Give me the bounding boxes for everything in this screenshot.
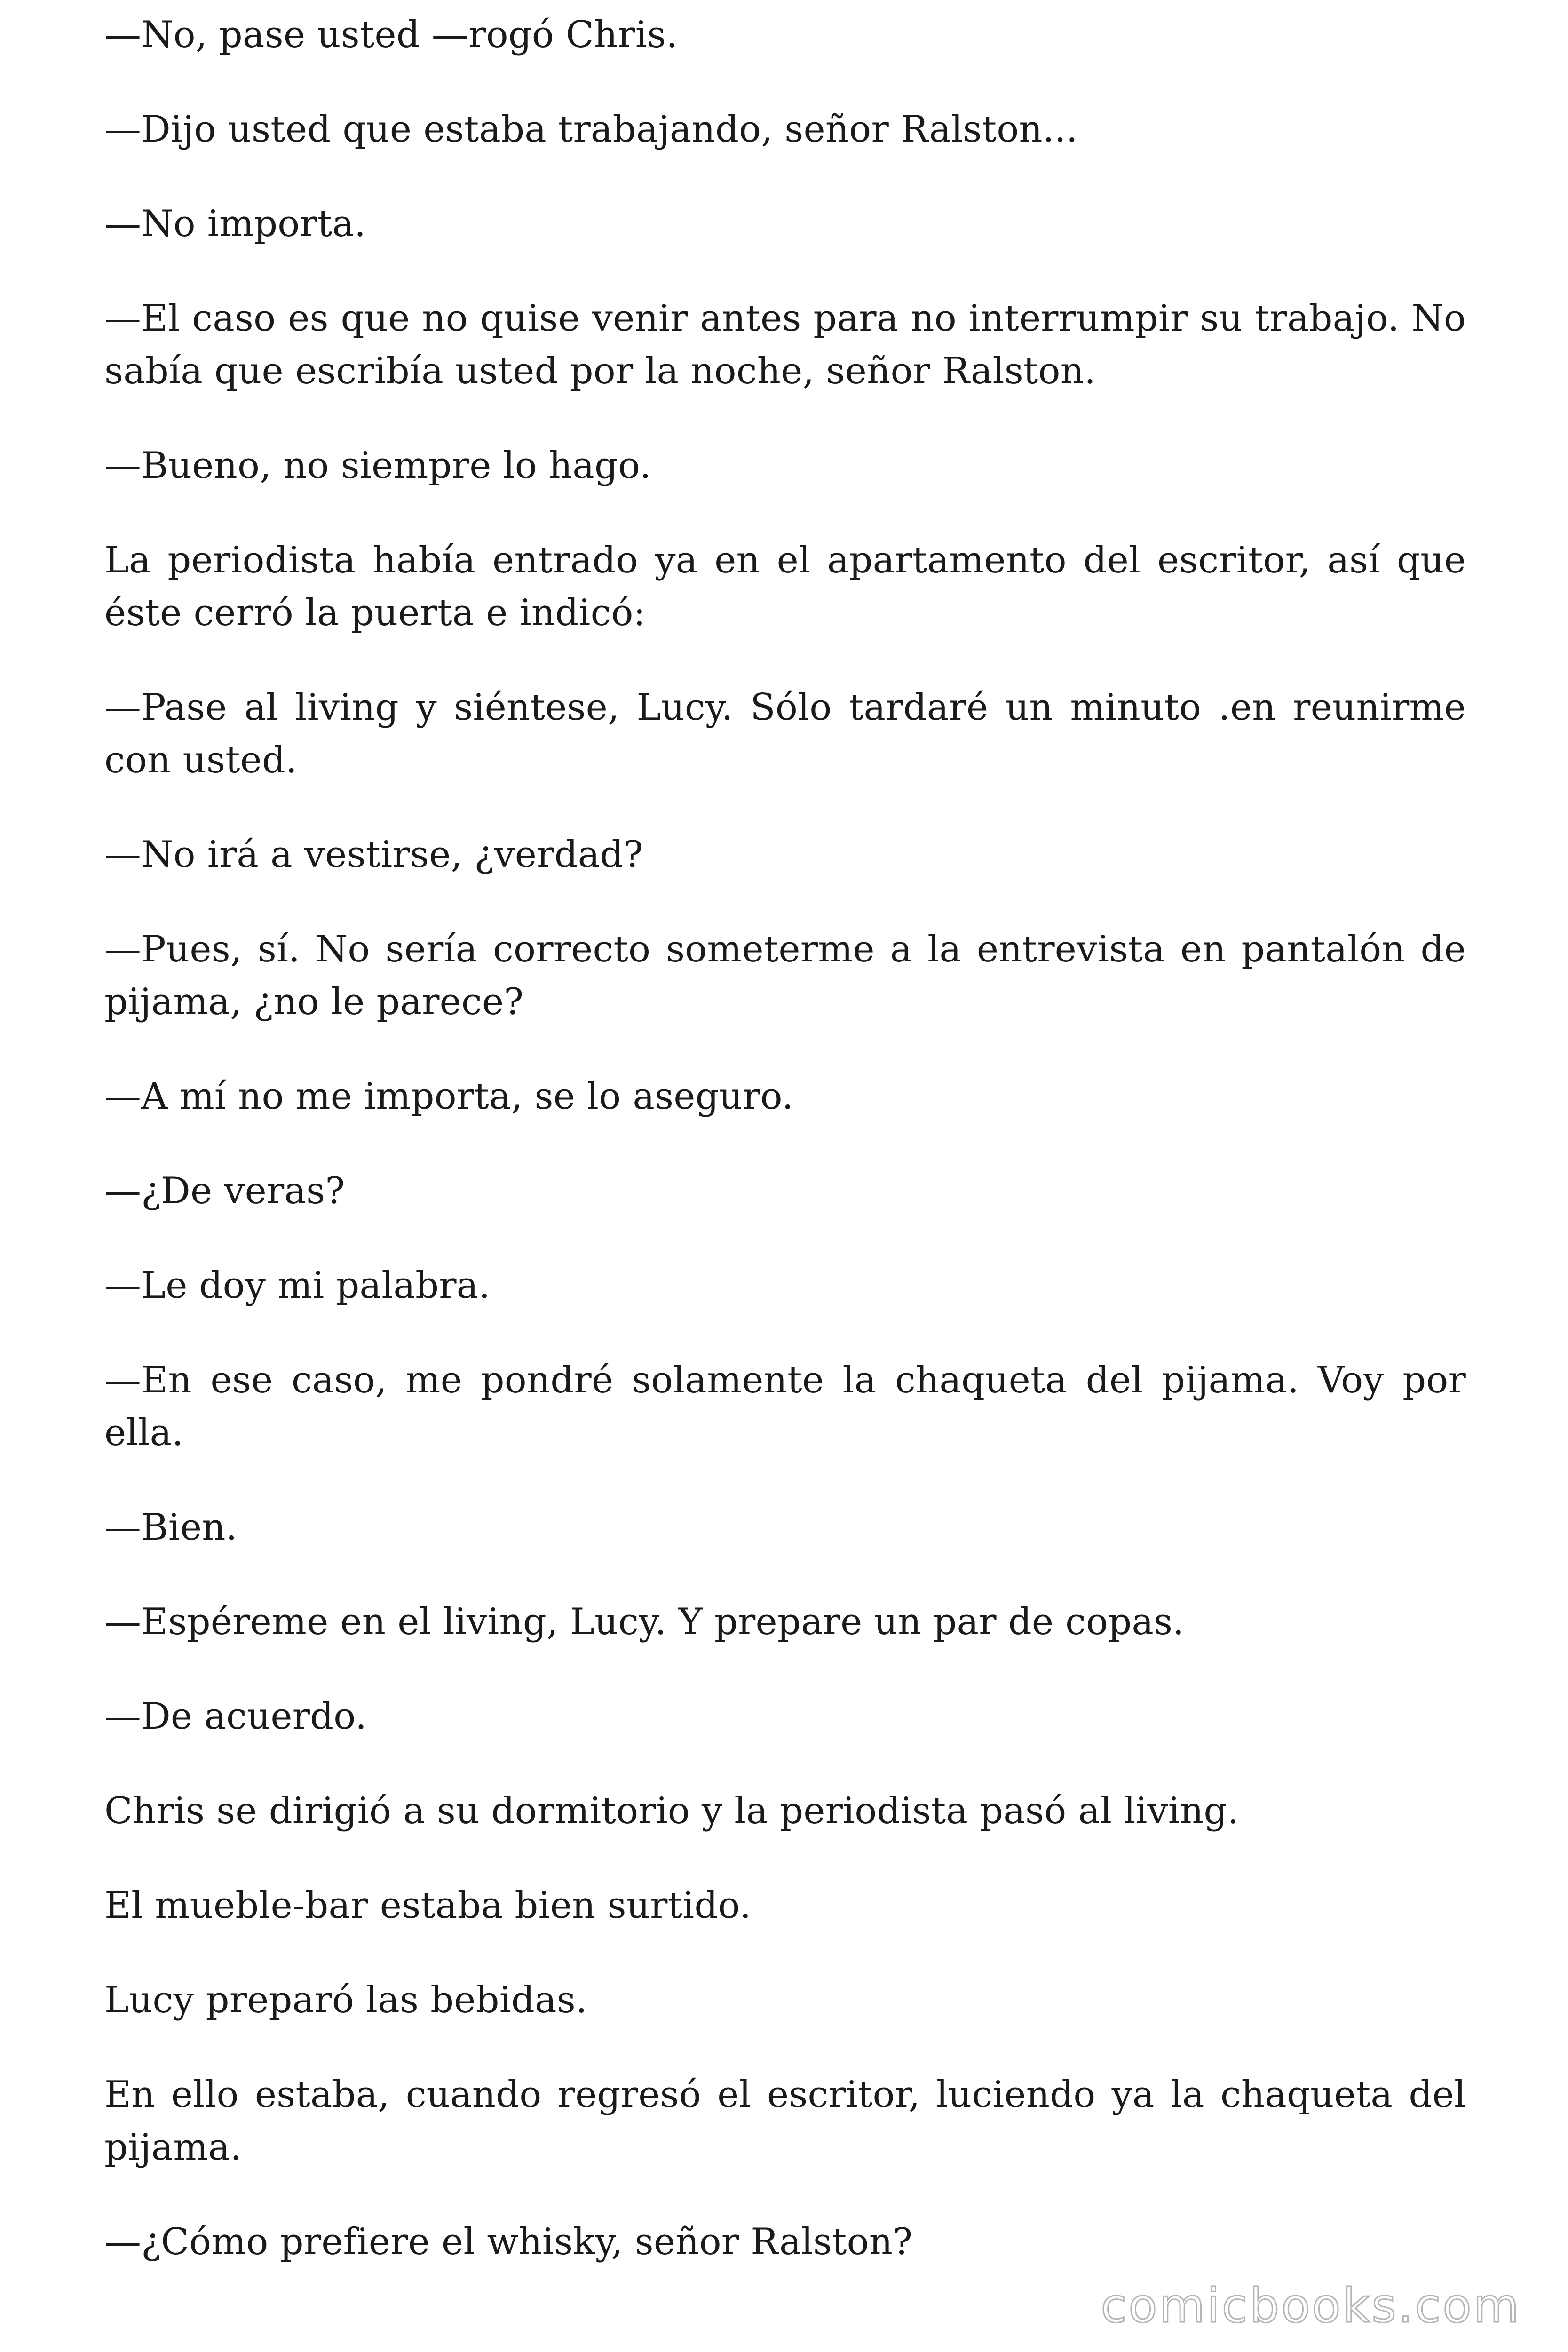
paragraph: Chris se dirigió a su dormitorio y la periodista pasó al living.	[104, 1790, 1239, 1832]
paragraph: —Dijo usted que estaba trabajando, señor Ralston...	[104, 108, 1078, 151]
paragraph: —No, pase usted —rogó Chris.	[104, 14, 678, 56]
text-column	[104, 8, 1466, 2310]
paragraph: El mueble-bar estaba bien surtido.	[104, 1884, 752, 1927]
paragraph: —Espéreme en el living, Lucy. Y prepare un par de copas.	[104, 1601, 1185, 1643]
paragraph: En ello estaba, cuando regresó el escritor, luciendo ya la chaqueta del pijama.	[104, 2074, 1466, 2169]
paragraph: —De acuerdo.	[104, 1695, 367, 1738]
paragraph: —El caso es que no quise venir antes para no interrumpir su trabajo. No sabía que escribía usted por la noche, señor Ralston.	[104, 297, 1466, 392]
paragraph: Lucy preparó las bebidas.	[104, 1979, 587, 2021]
paragraph: —Le doy mi palabra.	[104, 1264, 491, 1307]
paragraph: —Bien.	[104, 1506, 238, 1549]
paragraph: —No irá a vestirse, ¿verdad?	[104, 834, 643, 876]
paragraph: —¿Cómo prefiere el whisky, señor Ralston?	[104, 2221, 913, 2263]
paragraph: —No importa.	[104, 203, 366, 245]
paragraph: —A mí no me importa, se lo aseguro.	[104, 1075, 794, 1118]
watermark-logo: comicbooks.com	[1101, 2278, 1521, 2333]
paragraph: —Pase al living y siéntese, Lucy. Sólo tardaré un minuto .en reunirme con usted.	[104, 686, 1466, 781]
paragraph: La periodista había entrado ya en el apartamento del escritor, así que éste cerró la puerta e indicó:	[104, 539, 1466, 634]
paragraph: —Bueno, no siempre lo hago.	[104, 445, 651, 487]
paragraph: —En ese caso, me pondré solamente la chaqueta del pijama. Voy por ella.	[104, 1359, 1466, 1454]
paragraph: —Pues, sí. No sería correcto someterme a la entrevista en pantalón de pijama, ¿no le parece?	[104, 928, 1466, 1023]
paragraph: —¿De veras?	[104, 1170, 345, 1212]
